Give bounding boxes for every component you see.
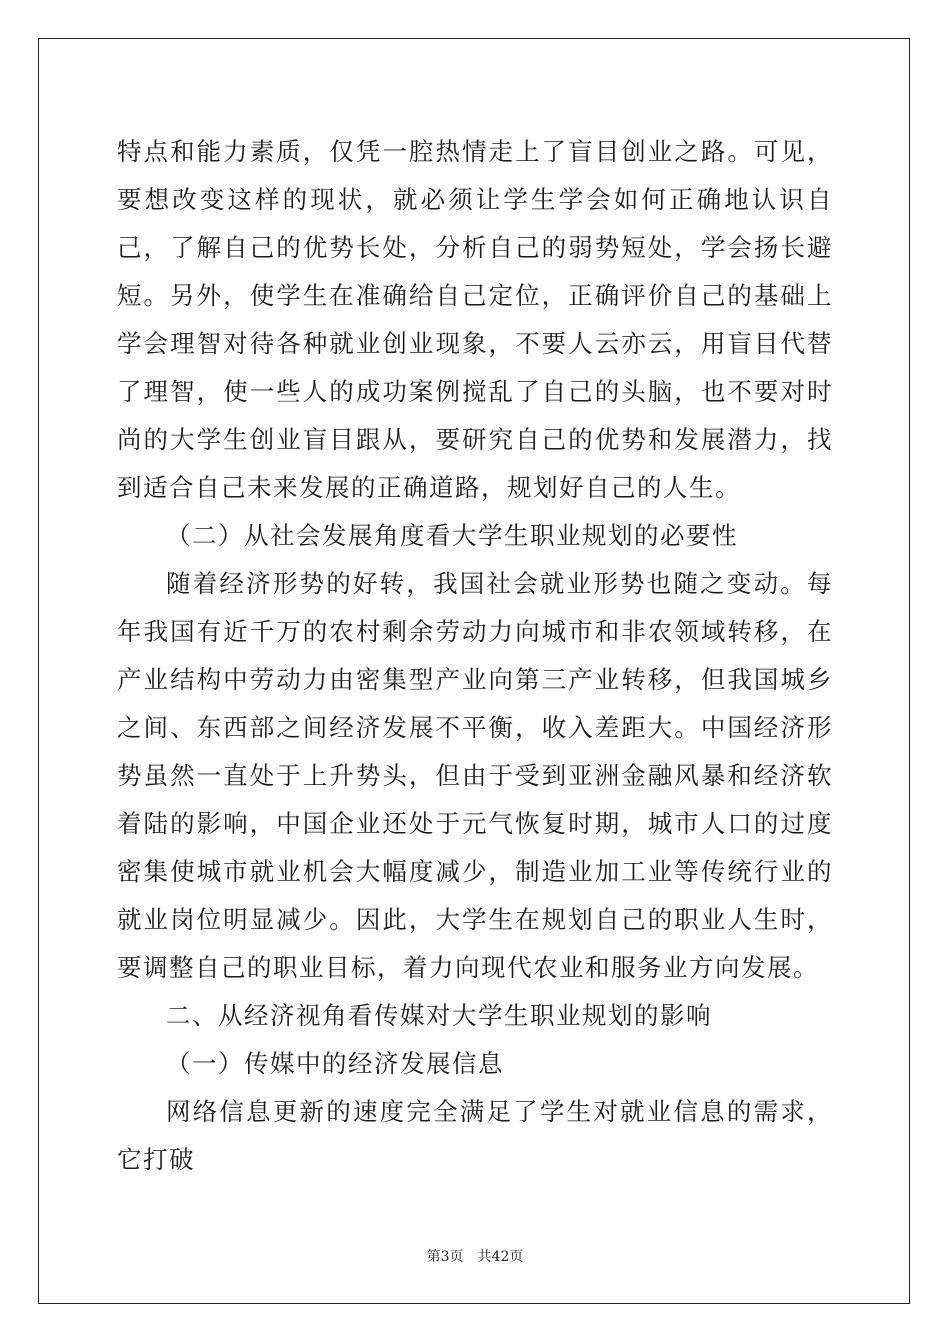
paragraph-economy: 随着经济形势的好转，我国社会就业形势也随之变动。每年我国有近千万的农村剩余劳动力向城市和非农领域转移，在产业结构中劳动力由密集型产业向第三产业转移，但我国城乡之间、东西部之间经济发展不平衡，收入差距大。中国经济形势虽然一直处于上升势头，但由于受到亚洲金融风暴和经济软着陆的影响，中国企业还处于元气恢复时期，城市人口的过度密集使城市就业机会大幅度减少，制造业加工业等传统行业的就业岗位明显减少。因此，大学生在规划自己的职业人生时，要调整自己的职业目标，着力向现代农业和服务业方向发展。 (117, 569, 833, 982)
document-body (117, 128, 833, 1184)
section-heading-2: （二）从社会发展角度看大学生职业规划的必要性 (166, 521, 738, 550)
chapter-heading-2: 二、从经济视角看传媒对大学生职业规划的影响 (166, 1001, 712, 1030)
page-total: 共42页 (477, 1249, 524, 1265)
page-number: 第3页 (426, 1249, 464, 1265)
paragraph-network-info: 网络信息更新的速度完全满足了学生对就业信息的需求，它打破 (117, 1097, 833, 1174)
section-heading-1: （一）传媒中的经济发展信息 (166, 1049, 504, 1078)
paragraph-continuation: 特点和能力素质，仅凭一腔热情走上了盲目创业之路。可见，要想改变这样的现状，就必须让学生学会如何正确地认识自己，了解自己的优势长处，分析自己的弱势短处，学会扬长避短。另外，使学生在准确给自己定位，正确评价自己的基础上学会理智对待各种就业创业现象，不要人云亦云，用盲目代替了理智，使一些人的成功案例搅乱了自己的头脑，也不要对时尚的大学生创业盲目跟从，要研究自己的优势和发展潜力，找到适合自己未来发展的正确道路，规划好自己的人生。 (117, 137, 833, 502)
page-footer (0, 1246, 950, 1266)
